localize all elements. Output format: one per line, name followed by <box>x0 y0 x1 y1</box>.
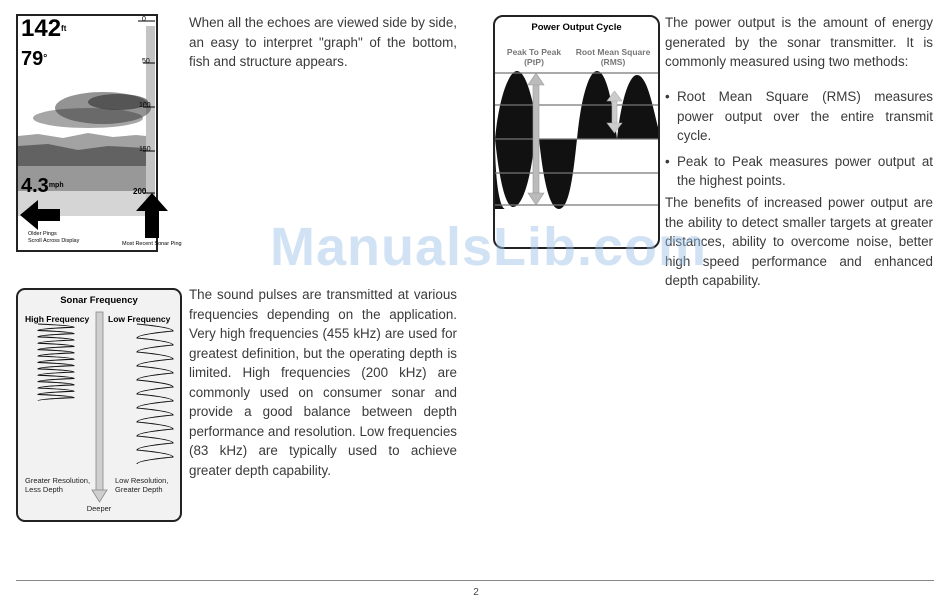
graph-description-text: When all the echoes are viewed side by side, an easy to interpret "graph" of the bottom, fish and structure appears. <box>189 15 457 69</box>
frequency-title: Sonar Frequency <box>60 295 138 306</box>
manualslib-watermark: ManualsLib.com <box>270 217 708 277</box>
recent-ping-label: Most Recent Sonar Ping <box>122 241 182 247</box>
frequency-description-text: The sound pulses are transmitted at various frequencies depending on the application. Very high frequencies (455 kHz) are used for greatest definition, but the operating depth is limited. High frequencies (200 kHz) are commonly used on consumer sonar and provide a good balance between depth performance and resolution. Low frequencies (83 kHz) are typically used to achieve greater depth capability. <box>189 287 457 478</box>
temperature-unit: ° <box>43 53 48 64</box>
list-item <box>665 152 933 191</box>
high-frequency-label: High Frequency <box>25 314 90 324</box>
scale-label-100: 100 <box>139 102 151 109</box>
power-benefits-text: The benefits of increased power output are the ability to detect smaller targets at greater distances, ability to overcome noise, better high speed performance and enhanced depth capability. <box>665 195 933 288</box>
power-output-title: Power Output Cycle <box>531 22 622 33</box>
bullet-rms-text: Root Mean Square (RMS) measures power output over the entire transmit cycle. <box>677 89 933 143</box>
depth-unit: ft <box>61 24 67 33</box>
speed-readout: 4.3 <box>21 175 49 197</box>
scale-label-0: 0 <box>142 16 146 23</box>
scale-label-200: 200 <box>133 187 147 196</box>
scale-label-50: 50 <box>142 58 150 65</box>
scale-label-150: 150 <box>139 146 151 153</box>
sonar-display-figure <box>16 14 182 252</box>
bullet-ptp-text: Peak to Peak measures power output at the highest points. <box>677 153 933 188</box>
deeper-label: Deeper <box>86 504 112 513</box>
temperature-readout: 79 <box>21 48 44 70</box>
low-frequency-note: Low Resolution, Greater Depth <box>115 476 169 494</box>
page-number: 2 <box>473 587 479 598</box>
high-frequency-note: Greater Resolution, Less Depth <box>25 476 91 494</box>
list-item <box>665 87 933 146</box>
rms-label: Root Mean Square (RMS) <box>575 47 651 67</box>
bullet-symbol: • <box>665 89 670 104</box>
sonar-frequency-figure <box>16 288 182 522</box>
bullet-symbol: • <box>665 153 670 169</box>
low-frequency-label: Low Frequency <box>108 314 171 324</box>
power-intro-text: The power output is the amount of energy generated by the sonar transmitter. It is commonly measured using two methods: <box>665 15 933 69</box>
speed-unit: mph <box>48 182 64 189</box>
power-method-list <box>665 87 933 191</box>
power-output-figure <box>493 15 660 249</box>
older-pings-label: Older Pings Scroll Across Display <box>28 231 80 244</box>
footer-rule <box>16 580 934 581</box>
ptp-label: Peak To Peak (PtP) <box>506 47 562 67</box>
depth-readout: 142 <box>21 15 62 42</box>
